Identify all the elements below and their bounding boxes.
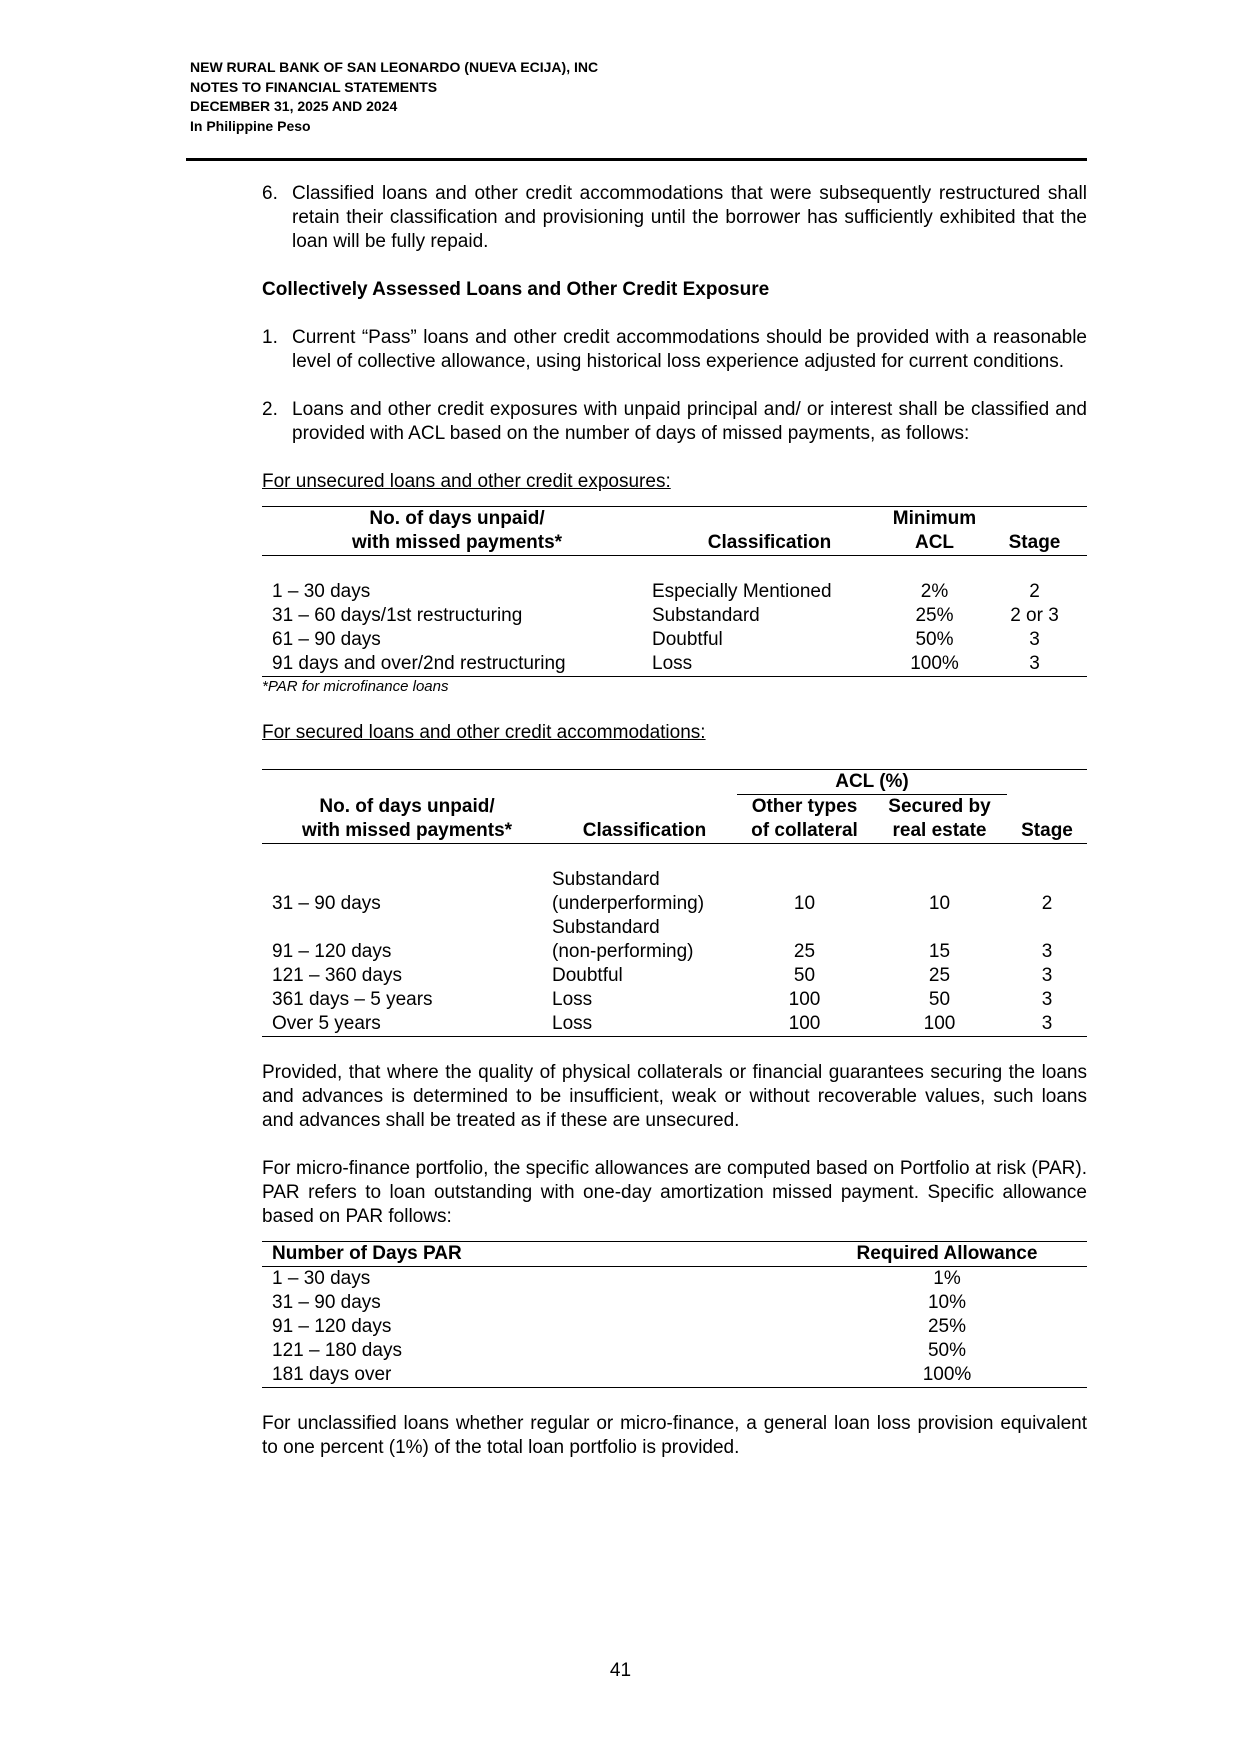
other-collateral-cell: 10: [793, 893, 816, 914]
table-row: [262, 604, 1087, 628]
col-days-header: No. of days unpaid/: [319, 796, 495, 817]
secured-caption: For secured loans and other credit accommodations:: [262, 722, 706, 743]
table-row: [262, 1339, 1087, 1363]
table-header-row: [262, 795, 1087, 820]
table-header-row: [262, 819, 1087, 844]
header-date: DECEMBER 31, 2025 AND 2024: [190, 98, 398, 114]
page-header: [190, 58, 598, 136]
stage-cell: 2 or 3: [1010, 605, 1059, 626]
days-cell: 361 days – 5 years: [272, 989, 433, 1010]
days-cell: 121 – 180 days: [272, 1340, 402, 1361]
list-item-6: [262, 182, 1087, 254]
table-row: [262, 1291, 1087, 1315]
unsecured-caption: For unsecured loans and other credit exposures:: [262, 471, 671, 492]
days-cell: 1 – 30 days: [272, 1268, 371, 1289]
days-cell: 121 – 360 days: [272, 965, 402, 986]
days-cell: 91 – 120 days: [272, 941, 392, 962]
unsecured-table: [262, 506, 1087, 677]
classification-cell: Loss: [552, 1012, 737, 1037]
days-cell: 31 – 90 days: [272, 893, 381, 914]
table-row: [262, 892, 1087, 916]
acl-group-header: ACL (%): [737, 770, 1007, 795]
col-real-estate-header: Secured by: [888, 796, 991, 817]
col-acl-header: Minimum: [887, 507, 982, 532]
days-cell: 91 – 120 days: [272, 1316, 392, 1337]
list-text: Loans and other credit exposures with unpaid principal and/ or interest shall be classified and provided with ACL based on the number of days of missed payments, as follows:: [292, 399, 1087, 444]
list-item-1: [262, 326, 1087, 374]
col-classification-header: Classification: [552, 819, 737, 844]
header-currency: In Philippine Peso: [190, 117, 311, 134]
section-heading: Collectively Assessed Loans and Other Credit Exposure: [262, 279, 770, 300]
acl-cell: 25%: [915, 605, 954, 626]
table-row: [262, 988, 1087, 1012]
table-row: [262, 1315, 1087, 1339]
allowance-cell: 100%: [807, 1363, 1087, 1388]
classification-cell: (underperforming): [552, 893, 705, 914]
days-cell: 181 days over: [262, 1363, 807, 1388]
classification-cell: Loss: [652, 652, 887, 677]
table-row: [262, 1267, 1087, 1292]
header-company: NEW RURAL BANK OF SAN LEONARDO (NUEVA ECIJA), INC: [190, 59, 599, 75]
col-acl-header: ACL: [887, 531, 982, 556]
table-row: [262, 868, 1087, 892]
other-collateral-cell: 100: [788, 989, 821, 1010]
table-row: [262, 628, 1087, 652]
page-number: 41: [609, 1660, 632, 1681]
other-collateral-cell: 50: [793, 965, 816, 986]
col-required-allowance-header: Required Allowance: [807, 1242, 1087, 1267]
list-item-2: [262, 398, 1087, 446]
real-estate-cell: 10: [928, 893, 951, 914]
header-rule: [186, 158, 1087, 161]
allowance-cell: 1%: [933, 1268, 961, 1289]
col-days-par-header: Number of Days PAR: [262, 1242, 807, 1267]
col-other-collateral-header: Other types: [751, 796, 858, 817]
days-cell: 1 – 30 days: [272, 581, 371, 602]
classification-cell: Especially Mentioned: [652, 581, 832, 602]
table-row: [262, 1012, 1087, 1037]
classification-cell: Doubtful: [552, 965, 623, 986]
real-estate-cell: 25: [928, 965, 951, 986]
secured-table: [262, 769, 1087, 1037]
list-number: 6.: [262, 183, 278, 204]
paragraph-unclassified: For unclassified loans whether regular or micro-finance, a general loan loss provision equivalent to one percent (1%) of the total loan portfolio is provided.: [262, 1413, 1087, 1458]
table-header-row: [262, 770, 1087, 795]
stage-cell: 2: [1041, 893, 1053, 914]
col-stage-header: Stage: [1007, 819, 1087, 844]
stage-cell: 2: [1029, 581, 1040, 602]
classification-cell: Doubtful: [652, 629, 723, 650]
table-header-row: [262, 531, 1087, 556]
stage-cell: 3: [1041, 989, 1053, 1010]
paragraph-microfinance: For micro-finance portfolio, the specific allowances are computed based on Portfolio at risk (PAR). PAR refers to loan outstanding with one-day amortization missed payment. Specific allowance based on PAR follows:: [262, 1158, 1087, 1227]
days-cell: 91 days and over/2nd restructuring: [262, 652, 652, 677]
list-number: 1.: [262, 327, 278, 348]
col-classification-header: Classification: [652, 531, 887, 556]
par-table: [262, 1241, 1087, 1388]
real-estate-cell: 50: [928, 989, 951, 1010]
table-row: [262, 1363, 1087, 1388]
list-text: Current “Pass” loans and other credit accommodations should be provided with a reasonable level of collective allowance, using historical loss experience adjusted for current conditions.: [292, 327, 1087, 372]
stage-cell: 3: [1041, 965, 1053, 986]
page-content: [262, 182, 1087, 1460]
header-title: NOTES TO FINANCIAL STATEMENTS: [190, 78, 438, 95]
list-number: 2.: [262, 399, 278, 420]
classification-cell: Substandard: [552, 869, 660, 890]
classification-cell: Loss: [552, 989, 593, 1010]
table-row: [262, 916, 1087, 940]
stage-cell: 3: [1007, 1012, 1087, 1037]
classification-cell: Substandard: [652, 605, 760, 626]
table-header-row: [262, 1242, 1087, 1267]
paragraph-provided: Provided, that where the quality of physical collaterals or financial guarantees securing the loans and advances is determined to be insufficient, weak or without recoverable values, such loans and advances shall be treated as if these are unsecured.: [262, 1062, 1087, 1131]
table-row: [262, 652, 1087, 677]
days-cell: Over 5 years: [262, 1012, 552, 1037]
col-stage-header: Stage: [982, 531, 1087, 556]
real-estate-cell: 15: [928, 941, 951, 962]
table-footnote: *PAR for microfinance loans: [262, 678, 449, 695]
allowance-cell: 25%: [927, 1316, 967, 1337]
days-cell: 31 – 60 days/1st restructuring: [272, 605, 523, 626]
acl-cell: 50%: [915, 629, 954, 650]
acl-cell: 2%: [920, 581, 949, 602]
days-cell: 31 – 90 days: [272, 1292, 381, 1313]
allowance-cell: 50%: [927, 1340, 967, 1361]
real-estate-cell: 100: [872, 1012, 1007, 1037]
classification-cell: (non-performing): [552, 941, 694, 962]
col-real-estate-header: real estate: [872, 819, 1007, 844]
col-days-header: with missed payments*: [262, 819, 552, 844]
acl-cell: 100%: [887, 652, 982, 677]
table-header-row: [262, 507, 1087, 532]
table-row: [262, 964, 1087, 988]
table-row: [262, 580, 1087, 604]
stage-cell: 3: [1029, 629, 1040, 650]
stage-cell: 3: [1041, 941, 1053, 962]
col-days-header: with missed payments*: [262, 531, 652, 556]
col-other-collateral-header: of collateral: [737, 819, 872, 844]
days-cell: 61 – 90 days: [272, 629, 381, 650]
list-text: Classified loans and other credit accommodations that were subsequently restructured shall retain their classification and provisioning until the borrower has sufficiently exhibited that the loan will be fully repaid.: [292, 183, 1087, 252]
other-collateral-cell: 100: [737, 1012, 872, 1037]
table-row: [262, 940, 1087, 964]
stage-cell: 3: [982, 652, 1087, 677]
col-days-header: No. of days unpaid/: [262, 507, 652, 532]
allowance-cell: 10%: [927, 1292, 967, 1313]
classification-cell: Substandard: [552, 917, 660, 938]
other-collateral-cell: 25: [793, 941, 816, 962]
